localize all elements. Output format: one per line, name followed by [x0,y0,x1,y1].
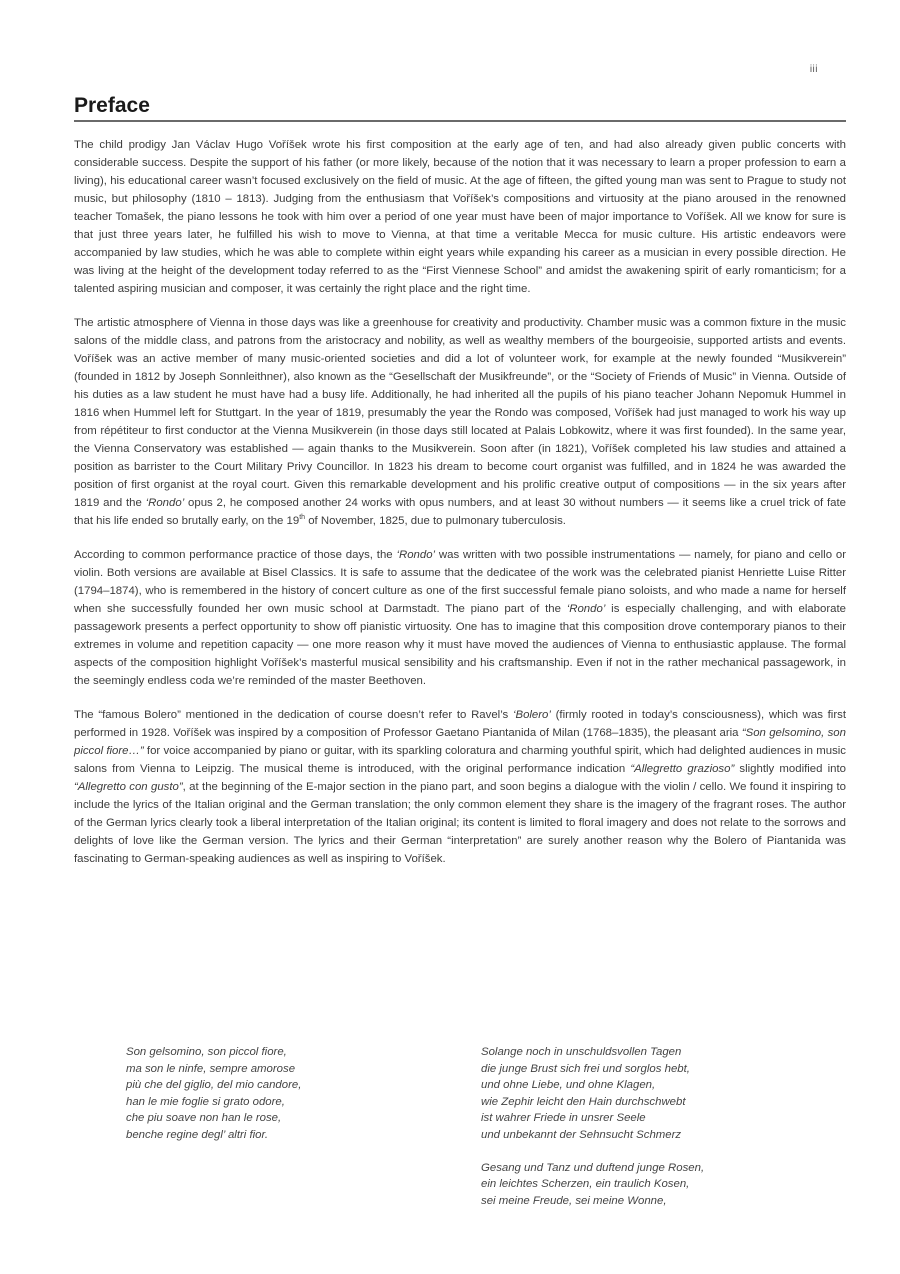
lyric-line: sei meine Freude, sei meine Wonne, [481,1194,667,1207]
page-title: Preface [74,94,150,117]
italic-text: ‘Rondo’ [396,549,436,561]
lyric-line: ein leichtes Scherzen, ein traulich Kosen, [481,1178,690,1191]
italic-text: “Son gelsomino, son piccol fiore…” [74,727,846,757]
paragraph [74,136,846,298]
lyric-line: ma son le ninfe, sempre amorose [126,1062,296,1075]
lyric-line: ist wahrer Friede in unsrer Seele [481,1112,646,1125]
lyrics-stanza [481,1160,821,1210]
paragraph [74,314,846,530]
lyrics-stanza [481,1044,821,1144]
lyric-line: Solange noch in unschuldsvollen Tagen [481,1046,682,1058]
paragraph [74,706,846,868]
lyrics-stanza [126,1044,481,1144]
text-run: The “famous Bolero” mentioned in the dedication of course doesn’t refer to Ravel’s [74,709,513,721]
text-run: opus 2, he composed another 24 works with opus numbers, and at least 30 without numbers — it seems like a cruel trick of fate that his life ended so brutally early, on the 19 [74,497,846,527]
paragraph [74,546,846,690]
lyrics-section [126,1044,826,1225]
text-run: for voice accompanied by piano or guitar, with its sparkling coloratura and charming youthful spirit, which had delighted audiences in music salons from Vienna to Leipzig. The musical theme is introduced, with the original performance indication [74,745,846,775]
italic-text: “Allegretto con gusto” [74,781,183,793]
preface-body [74,136,846,884]
german-lyrics [481,1044,821,1225]
lyric-line: che piu soave non han le rose, [126,1112,282,1125]
lyric-line: und unbekannt der Sehnsucht Schmerz [481,1128,682,1141]
lyric-line: Gesang und Tanz und duftend junge Rosen, [481,1161,705,1174]
text-run: The child prodigy Jan Václav Hugo Voříšek wrote his first composition at the early age of ten, and had also already given public concerts with considerable success. Despite the support of his father (or more likely, because of the notion that it was necessary to learn a proper profession to earn a living), his educational career wasn’t focused exclusively on the field of music. At the age of fifteen, the gifted young man was sent to Prague to study not music, but philosophy (1810 – 1813). Judging from the enthusiasm that Voříšek’s compositions and virtuosity at the piano aroused in the renowned teacher Tomašek, the piano lessons he took with him over a period of one year must have been of major importance to Voříšek. All we know for sure is that just three years later, he fulfilled his wish to move to Vienna, at that time a veritable Mecca for music culture. His artistic endeavors were accompanied by law studies, which he was able to complete within eight years while expanding his career as a musician in every possible direction. He was living at the height of the development today referred to as the “First Viennese School” and amidst the awakening spirit of early romanticism; for a talented aspiring musician and composer, it was certainly the right place and the right time. [74,139,846,295]
text-run: was written with two possible instrumentations — namely, for piano and cello or violin. Both versions are available at Bisel Classics. It is safe to assume that the dedicatee of the work was the celebrated pianist Henriette Luise Ritter (1794–1874), who is remembered in the history of concert culture as one of the first successful female piano soloists, and who made a name for herself when she successfully founded her own music school at Darmstadt. The piano part of the [74,549,846,615]
italic-text: ‘Rondo’ [566,603,606,615]
superscript: th [299,514,306,522]
italic-text: ‘Rondo’ [145,497,185,509]
title-underline [74,120,846,122]
text-run: According to common performance practice of those days, the [74,549,397,561]
text-run: , at the beginning of the E-major section in the piano part, and soon begins a dialogue with the violin / cello. We found it inspiring to include the lyrics of the Italian original and the German translation; the only common element they share is the imagery of the fragrant roses. The author of the German lyrics clearly took a liberal interpretation of the Italian original; its content is limited to floral imagery and does not relate to the sorrows and delights of love like the German version. The lyrics and their German “interpretation” are surely another reason why the Bolero of Piantanida was fascinating to German-speaking audiences as well as inspiring to Voříšek. [74,781,846,865]
text-run: (firmly rooted in today’s consciousness), which was first performed in 1928. Voříšek was inspired by a composition of Professor Gaetano Piantanida of Milan (1768–1835), the pleasant aria [74,709,846,739]
lyric-line: Son gelsomino, son piccol fiore, [126,1046,287,1058]
text-run: slightly modified into [734,763,846,775]
text-run: of November, 1825, due to pulmonary tuberculosis. [305,515,566,527]
italic-text: ‘Bolero’ [512,709,551,721]
lyric-line: benche regine degl’ altri fior. [126,1128,269,1141]
lyric-line: più che del giglio, del mio candore, [126,1079,302,1092]
italic-text: “Allegretto grazioso” [630,763,735,775]
italian-lyrics [126,1044,481,1225]
page-number: iii [809,64,818,75]
lyric-line: han le mie foglie si grato odore, [126,1095,285,1108]
lyric-line: wie Zephir leicht den Hain durchschwebt [481,1095,686,1108]
text-run: The artistic atmosphere of Vienna in those days was like a greenhouse for creativity and productivity. Chamber music was a common fixture in the music salons of the middle class, and patrons from the aristocracy and nobility, as well as wealthy members of the bourgeoisie, supported artists and events. Voříšek was an active member of many music-oriented societies and did a lot of volunteer work, for example at the newly founded “Musikverein” (founded in 1812 by Joseph Sonnleithner), also known as the “Gesellschaft der Musikfreunde”, or the “Society of Friends of Music” in Vienna. Outside of his duties as a law student he must have had a busy life. Additionally, he had inherited all the pupils of his piano teacher Johann Nepomuk Hummel in 1816 when Hummel left for Stuttgart. In the year of 1819, presumably the year the Rondo was composed, Voříšek had just managed to work his way up from répétiteur to first conductor at the Vienna Musikverein (in those days still located at Palais Lobkowitz, where it was first founded). In the same year, the Vienna Conservatory was established — again thanks to the Musikverein. Soon after (in 1821), Voříšek completed his law studies and attained a position as barrister to the Court Military Privy Councillor. In 1823 his dream to become court organist was fulfilled, and in 1824 he was awarded the position of first organist at the royal court. Given this remarkable development and his prolific creative output of compositions — in the six years after 1819 and the [74,317,846,509]
lyric-line: und ohne Liebe, und ohne Klagen, [481,1079,656,1092]
lyric-line: die junge Brust sich frei und sorglos hebt, [481,1062,690,1075]
text-run: is especially challenging, and with elaborate passagework presents a perfect opportunity to show off pianistic virtuosity. One has to imagine that this composition drove contemporary pianos to their extremes in volume and repetition capacity — one more reason why it must have moved the audiences of Vienna to enthusiastic applause. The formal aspects of the composition highlight Voříšek’s masterful musical sensibility and his craftsmanship. Even if not in the rather mechanical passagework, in the seemingly endless coda we’re reminded of the master Beethoven. [74,603,846,687]
